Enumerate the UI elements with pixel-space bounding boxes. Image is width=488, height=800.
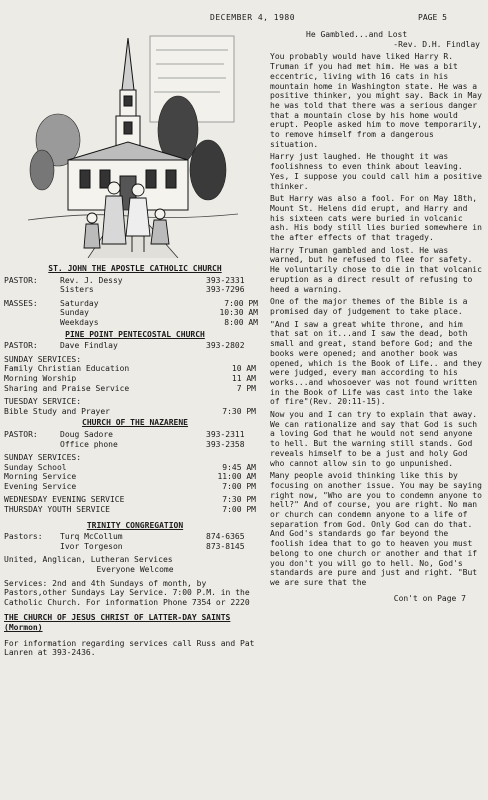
pinepoint-tuesday-label: TUESDAY SERVICE: xyxy=(4,397,82,407)
service-name: WEDNESDAY EVENING SERVICE xyxy=(4,495,125,505)
pinepoint-pastor-row xyxy=(4,341,266,351)
stjohn-sisters-row xyxy=(4,285,266,295)
article-title: He Gambled...and Lost xyxy=(306,30,408,39)
service-time: 10 AM xyxy=(231,364,256,374)
stjohn-pastor-phone: 393-2331 xyxy=(206,275,245,285)
article-paragraph: Many people avoid thinking like this by focusing on another issue. You may be saying right now, "Who are you to condemn anyone to hell?" And of course, you are right. No man or church can condemn anyone to a life of separation from God. Only God can do that. And God's standards go far beyond the foolish idea that to go to heaven you must belong to one church or another and that if you don't you will go to hell. No, God's standards are pure and just and right. "But we are sure that the xyxy=(270,471,482,587)
service-row xyxy=(4,384,266,394)
mass-row xyxy=(4,318,266,328)
nazarene-title: CHURCH OF THE NAZARENE xyxy=(82,418,188,428)
mass-day: Sunday xyxy=(60,308,89,318)
service-name: Morning Worship xyxy=(4,373,77,383)
service-row xyxy=(4,472,266,482)
church-illustration xyxy=(28,30,238,258)
trinity-services-text: Services: 2nd and 4th Sundays of month, by Pastors,other Sundays Lay Service. 7:00 P.M. in the Catholic Church. For information Phone 7354 or 2220 xyxy=(4,578,250,607)
mass-time: 8:00 AM xyxy=(224,317,258,327)
mass-day: Saturday xyxy=(60,298,99,308)
nazarene-sunday-label: SUNDAY SERVICES: xyxy=(4,453,82,463)
stjohn-sisters-phone: 393-7296 xyxy=(206,285,245,295)
article-paragraph: Now you and I can try to explain that away. We can rationalize and say that God is such a loving God that he would not send anyone to hell. But the warning still stands. God reveals himself to be a just and holy God who cannot allow sin to go unpunished. xyxy=(270,410,478,468)
article-paragraph: "And I saw a great white throne, and him that sat on it...and I saw the dead, both small and great, stand before God; and the books were opened; and another book was opened, which is the Book of Life.. and they were judged, every man according to his works...and whosoever was not found written in the Book of Life was cast into the lake of fire"(Rev. 20:11-15). xyxy=(270,319,482,407)
article-paragraph: One of the major themes of the Bible is a promised day of judgement to take place. xyxy=(270,297,468,316)
article-paragraph: Harry just laughed. He thought it was foolishness to even think about leaving. Yes, I suppose you could call him a positive thinker. xyxy=(270,152,482,191)
service-name: Evening Service xyxy=(4,481,77,491)
article-byline: -Rev. D.H. Findlay xyxy=(393,39,480,49)
masses-label: MASSES: xyxy=(4,298,38,308)
lds-title: THE CHURCH OF JESUS CHRIST OF LATTER-DAY SAINTS (Mormon) xyxy=(4,613,231,632)
pinepoint-pastor-name: Dave Findlay xyxy=(60,341,118,351)
trinity-title: TRINITY CONGREGATION xyxy=(86,520,184,530)
continued-note: Con't on Page 7 xyxy=(393,593,466,603)
mass-time: 7:00 PM xyxy=(224,298,258,308)
nazarene-pastor-label: PASTOR: xyxy=(4,429,38,439)
article-paragraph: But Harry was also a fool. For on May 18th, Mount St. Helens did erupt, and Harry and his sixteen cats were buried in volcanic ash. His body still lies buried somewhere in the after effects of that tragedy. xyxy=(270,194,482,243)
nazarene-pastor-name: Doug Sadore xyxy=(60,429,113,439)
church-directory xyxy=(4,262,266,658)
stjohn-sisters-name: Sisters xyxy=(60,285,94,295)
article-paragraph: Harry Truman gambled and lost. He was warned, but he refused to flee for safety. He voluntarily chose to die in that volcanic eruption as a direct result of refusing to heed a warning. xyxy=(270,245,482,294)
service-row xyxy=(4,505,266,515)
service-name: THURSDAY YOUTH SERVICE xyxy=(4,505,110,515)
service-time: 7 PM xyxy=(236,383,256,393)
service-row xyxy=(4,364,266,374)
lds-info: For information regarding services call Russ and Pat Lanren at 393-2436. xyxy=(4,638,255,658)
pinepoint-pastor-label: PASTOR: xyxy=(4,341,38,351)
nazarene-office-phone: 393-2358 xyxy=(206,439,245,449)
service-time: 9:45 AM xyxy=(222,462,256,472)
service-row xyxy=(4,463,266,473)
service-time: 11 AM xyxy=(231,373,256,383)
service-row xyxy=(4,482,266,492)
trinity-pastor1-name: Turq McCollum xyxy=(60,532,123,542)
trinity-pastor2-name: Ivor Torgeson xyxy=(60,541,123,551)
pinepoint-title: PINE POINT PENTECOSTAL CHURCH xyxy=(65,329,205,339)
page-header xyxy=(0,13,488,25)
nazarene-office-name: Office phone xyxy=(60,439,118,449)
nazarene-office-row xyxy=(4,440,266,450)
trinity-pastor2-phone: 873-8145 xyxy=(206,541,245,551)
service-name: Sunday School xyxy=(4,462,67,472)
mass-row xyxy=(4,308,266,318)
service-time: 7:30 PM xyxy=(222,406,256,416)
trinity-pastor-row xyxy=(4,532,266,542)
service-name: Bible Study and Prayer xyxy=(4,406,110,416)
trinity-welcome: Everyone Welcome xyxy=(96,565,174,575)
trinity-pastors-label: Pastors: xyxy=(4,532,43,542)
pinepoint-sunday-label: SUNDAY SERVICES: xyxy=(4,354,82,364)
article-paragraph: You probably would have liked Harry R. Truman if you had met him. He was a bit eccentric, living with 16 cats in his mountain home in Washington state. He was a positive thinker, you might say. Back in May he was told that there was a serious danger that a mountain close by his home would erupt. People asked him to move temporarily, to remove himself from a dangerous situation. xyxy=(270,52,482,149)
trinity-pastor-row xyxy=(4,542,266,552)
nazarene-pastor-phone: 393-2311 xyxy=(206,429,245,439)
nazarene-pastor-row xyxy=(4,430,266,440)
service-row xyxy=(4,407,266,417)
stjohn-pastor-name: Rev. J. Dessy xyxy=(60,275,123,285)
service-row xyxy=(4,495,266,505)
issue-date: DECEMBER 4, 1980 xyxy=(210,13,296,22)
mass-row xyxy=(4,299,266,309)
service-time: 7:00 PM xyxy=(222,505,256,515)
stjohn-pastor-row xyxy=(4,276,266,286)
article-column xyxy=(270,30,482,603)
service-row xyxy=(4,374,266,384)
stjohn-title: ST. JOHN THE APOSTLE CATHOLIC CHURCH xyxy=(48,264,222,273)
mass-time: 10:30 AM xyxy=(219,308,258,318)
service-name: Morning Service xyxy=(4,472,77,482)
pinepoint-pastor-phone: 393-2802 xyxy=(206,341,245,351)
service-name: Family Christian Education xyxy=(4,364,130,374)
stjohn-pastor-label: PASTOR: xyxy=(4,275,38,285)
service-name: Sharing and Praise Service xyxy=(4,383,130,393)
trinity-united: United, Anglican, Lutheran Services xyxy=(4,555,173,565)
service-time: 7:30 PM xyxy=(222,495,256,505)
trinity-pastor1-phone: 874-6365 xyxy=(206,532,245,542)
mass-day: Weekdays xyxy=(60,317,99,327)
service-time: 7:00 PM xyxy=(222,481,256,491)
service-time: 11:00 AM xyxy=(217,472,256,482)
page-number: PAGE 5 xyxy=(418,13,447,22)
